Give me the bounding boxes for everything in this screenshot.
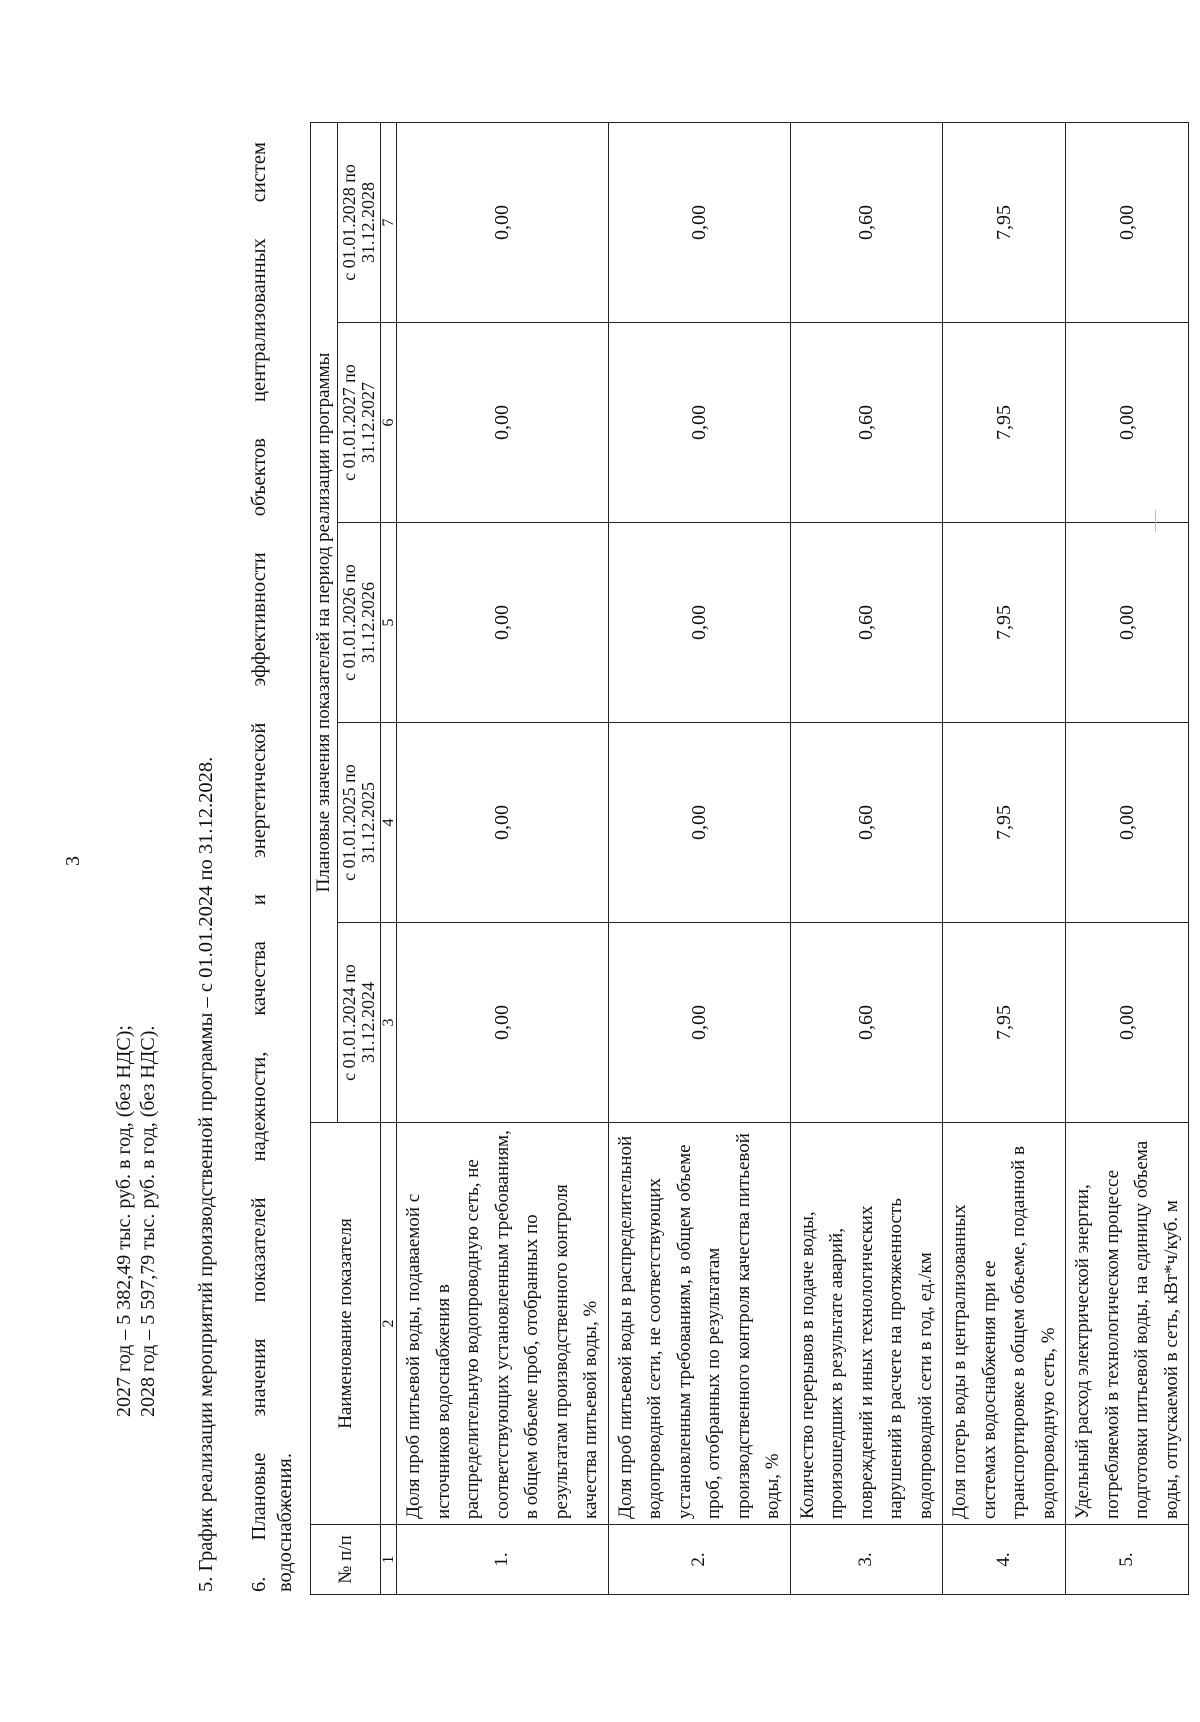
table-row	[1066, 122, 1189, 1594]
table-row	[943, 122, 1066, 1594]
value-2026: 0,00	[1066, 523, 1189, 723]
indicator-name: Количество перерывов в подаче воды, произошедших в результате аварий, повреждений и иных технологических нарушений в расчете на протяженность водопроводной сети в год, ед./км	[790, 1123, 943, 1525]
value-2025: 0,00	[608, 723, 790, 923]
column-index: 6	[381, 323, 397, 523]
indicator-name: Удельный расход электрической энергии, потребляемой в технологическом процессе подготовки питьевой воды, на единицу объема воды, отпускаемой в сеть, кВт*ч/куб. м	[1066, 1123, 1189, 1525]
value-2026: 0,60	[790, 523, 943, 723]
header-num: № п/п	[311, 1525, 381, 1595]
column-index-row	[381, 122, 397, 1594]
table-row	[790, 122, 943, 1594]
column-index: 4	[381, 723, 397, 923]
section-5-schedule: 5. График реализации мероприятий производственной программы – с 01.01.2024 по 31.12.2028.	[195, 756, 217, 1592]
value-2027: 0,00	[1066, 323, 1189, 523]
table-row	[608, 122, 790, 1594]
column-index: 2	[381, 1123, 397, 1525]
budget-line-2028: 2028 год – 5 597,79 тыс. руб. в год, (без НДС).	[137, 1025, 159, 1417]
header-period-2025: с 01.01.2025 по 31.12.2025	[338, 723, 381, 923]
value-2024: 0,00	[1066, 923, 1189, 1123]
column-index: 5	[381, 523, 397, 723]
budget-line-2027: 2027 год – 5 382,49 тыс. руб. в год, (без НДС);	[113, 1025, 135, 1417]
value-2024: 0,00	[608, 923, 790, 1123]
value-2028: 0,60	[790, 122, 943, 322]
column-index: 7	[381, 122, 397, 322]
column-index: 1	[381, 1525, 397, 1595]
value-2024: 0,00	[397, 923, 609, 1123]
page-number: 3	[62, 856, 84, 866]
header-period-2026: с 01.01.2026 по 31.12.2026	[338, 523, 381, 723]
header-period-2027: с 01.01.2027 по 31.12.2027	[338, 323, 381, 523]
value-2028: 7,95	[943, 122, 1066, 322]
budget-lines	[112, 1025, 160, 1417]
value-2026: 0,00	[397, 523, 609, 723]
header-period-2024: с 01.01.2024 по 31.12.2024	[338, 923, 381, 1123]
value-2026: 7,95	[943, 523, 1066, 723]
section-6-heading: 6. Плановые значения показателей надежности, качества и энергетической эффективности объектов централизованных систем	[248, 142, 270, 1592]
section-6-heading-continued: водоснабжения.	[274, 1453, 296, 1592]
value-2028: 0,00	[397, 122, 609, 322]
indicator-name: Доля потерь воды в централизованных системах водоснабжения при ее транспортировке в общем объеме, поданной в водопроводную сеть, %	[943, 1123, 1066, 1525]
value-2026: 0,00	[608, 523, 790, 723]
value-2027: 0,00	[397, 323, 609, 523]
header-period-2028: с 01.01.2028 по 31.12.2028	[338, 122, 381, 322]
indicators-table	[310, 122, 1189, 1595]
header-planned-values: Плановые значения показателей на период реализации программы	[311, 122, 338, 1122]
header-name: Наименование показателя	[311, 1123, 381, 1525]
value-2025: 7,95	[943, 723, 1066, 923]
row-number: 5.	[1066, 1525, 1189, 1595]
value-2027: 0,00	[608, 323, 790, 523]
value-2024: 0,60	[790, 923, 943, 1123]
column-index: 3	[381, 923, 397, 1123]
table-row	[397, 122, 609, 1594]
value-2027: 7,95	[943, 323, 1066, 523]
indicator-name: Доля проб питьевой воды в распределительной водопроводной сети, не соответствующих установленным требованиям, в общем объеме проб, отобранных по результатам производственного контроля качества питьевой воды, %	[608, 1123, 790, 1525]
value-2027: 0,60	[790, 323, 943, 523]
header-row-top	[311, 122, 338, 1594]
value-2024: 7,95	[943, 923, 1066, 1123]
row-number: 2.	[608, 1525, 790, 1595]
row-number: 4.	[943, 1525, 1066, 1595]
value-2025: 0,00	[1066, 723, 1189, 923]
value-2028: 0,00	[608, 122, 790, 322]
value-2028: 0,00	[1066, 122, 1189, 322]
row-number: 3.	[790, 1525, 943, 1595]
row-number: 1.	[397, 1525, 609, 1595]
indicator-name: Доля проб питьевой воды, подаваемой с источников водоснабжения в распределительную водопроводную сеть, не соответствующих установленным требованиям, в общем объеме проб, отобранных по результатам производственного контроля качества питьевой воды, %	[397, 1123, 609, 1525]
value-2025: 0,60	[790, 723, 943, 923]
scan-mark	[1155, 510, 1156, 532]
value-2025: 0,00	[397, 723, 609, 923]
